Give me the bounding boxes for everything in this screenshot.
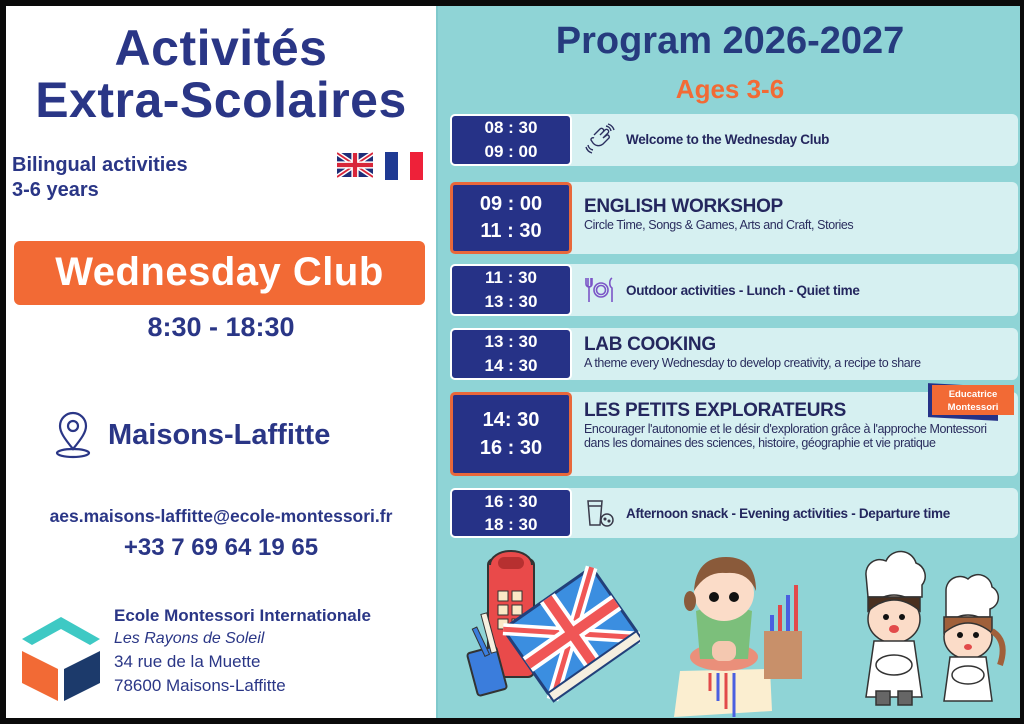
start-time: 13 : 30 bbox=[484, 332, 538, 351]
end-time: 18 : 30 bbox=[484, 515, 538, 534]
time-slot bbox=[450, 182, 572, 254]
end-time: 13 : 30 bbox=[484, 292, 538, 311]
location bbox=[54, 411, 330, 459]
time-slot bbox=[450, 488, 572, 538]
subtitle-line-1: Bilingual activities bbox=[12, 154, 188, 176]
activity-description: Encourager l'autonomie et le désir d'exploration grâce à l'approche Montessori dans les domaines des sciences, histoire, géographie et vie pratique bbox=[584, 422, 987, 450]
uk-flag-icon bbox=[337, 152, 373, 178]
flags bbox=[337, 152, 423, 180]
title-line-1: Activités bbox=[114, 20, 328, 76]
schedule-row bbox=[450, 389, 1018, 476]
contact-phone[interactable]: +33 7 69 64 19 65 bbox=[123, 534, 319, 561]
school-address-line-2: 78600 Maisons-Laffitte bbox=[114, 676, 286, 695]
map-pin-icon bbox=[54, 411, 92, 459]
title-line-2: Extra-Scolaires bbox=[35, 72, 407, 128]
school-logo-icon bbox=[20, 609, 102, 701]
start-time: 11 : 30 bbox=[485, 268, 537, 287]
start-time: 08 : 30 bbox=[484, 118, 538, 137]
program-title: Program 2026-2027 bbox=[555, 20, 905, 62]
left-panel bbox=[6, 6, 436, 718]
plate-cutlery-icon bbox=[584, 274, 616, 306]
schedule-row bbox=[450, 328, 1018, 380]
schedule-row bbox=[450, 114, 1018, 166]
flyer bbox=[6, 6, 1020, 718]
activity-description: A theme every Wednesday to develop creativity, a recipe to share bbox=[584, 356, 921, 370]
right-panel bbox=[436, 6, 1020, 718]
activity-heading: LES PETITS EXPLORATEURS bbox=[584, 400, 846, 421]
start-time: 14: 30 bbox=[482, 409, 540, 431]
activity-heading: ENGLISH WORKSHOP bbox=[584, 196, 783, 217]
end-time: 09 : 00 bbox=[484, 142, 538, 161]
activity-label: Afternoon snack - Evening activities - Departure time bbox=[626, 505, 950, 521]
school-name: Ecole Montessori Internationale bbox=[114, 606, 371, 625]
school-address-line-1: 34 rue de la Muette bbox=[114, 652, 261, 671]
schedule-row bbox=[450, 488, 1018, 538]
france-flag-icon bbox=[385, 152, 423, 180]
subtitle-line-2: 3-6 years bbox=[12, 179, 99, 201]
london-phonebox-uk-book-illustration bbox=[450, 541, 640, 711]
wednesday-club-banner: Wednesday Club bbox=[14, 241, 425, 305]
snack-glass-cookie-icon bbox=[584, 497, 616, 529]
montessori-child-red-rods-illustration bbox=[660, 541, 810, 721]
time-slot bbox=[450, 328, 572, 380]
activity-label: Welcome to the Wednesday Club bbox=[626, 131, 830, 147]
activity-heading: LAB COOKING bbox=[584, 334, 716, 355]
contact-email[interactable]: aes.maisons-laffitte@ecole-montessori.fr bbox=[49, 506, 393, 526]
end-time: 14 : 30 bbox=[484, 356, 538, 375]
activity-label: Outdoor activities - Lunch - Quiet time bbox=[626, 282, 860, 298]
activity-description: Circle Time, Songs & Games, Arts and Craft, Stories bbox=[584, 218, 854, 232]
educatrice-badge bbox=[928, 385, 1014, 423]
bilingual-subtitle bbox=[12, 153, 188, 203]
end-time: 16 : 30 bbox=[479, 437, 543, 459]
kid-chefs-cooking-illustration bbox=[854, 541, 1014, 721]
schedule-row bbox=[450, 182, 1018, 254]
time-slot bbox=[450, 392, 572, 476]
ages-label: Ages 3-6 bbox=[675, 74, 785, 104]
start-time: 09 : 00 bbox=[479, 193, 543, 215]
badge-label: Educatrice Montessori bbox=[932, 385, 1014, 415]
end-time: 11 : 30 bbox=[480, 220, 542, 242]
start-time: 16 : 30 bbox=[484, 492, 538, 511]
location-text: Maisons-Laffitte bbox=[108, 418, 331, 451]
time-slot bbox=[450, 264, 572, 316]
opening-hours: 8:30 - 18:30 bbox=[147, 312, 295, 342]
time-slot bbox=[450, 114, 572, 166]
school-subtitle: Les Rayons de Soleil bbox=[114, 630, 265, 647]
school-info bbox=[114, 606, 371, 698]
waving-hand-icon bbox=[584, 123, 616, 155]
schedule-row bbox=[450, 264, 1018, 316]
